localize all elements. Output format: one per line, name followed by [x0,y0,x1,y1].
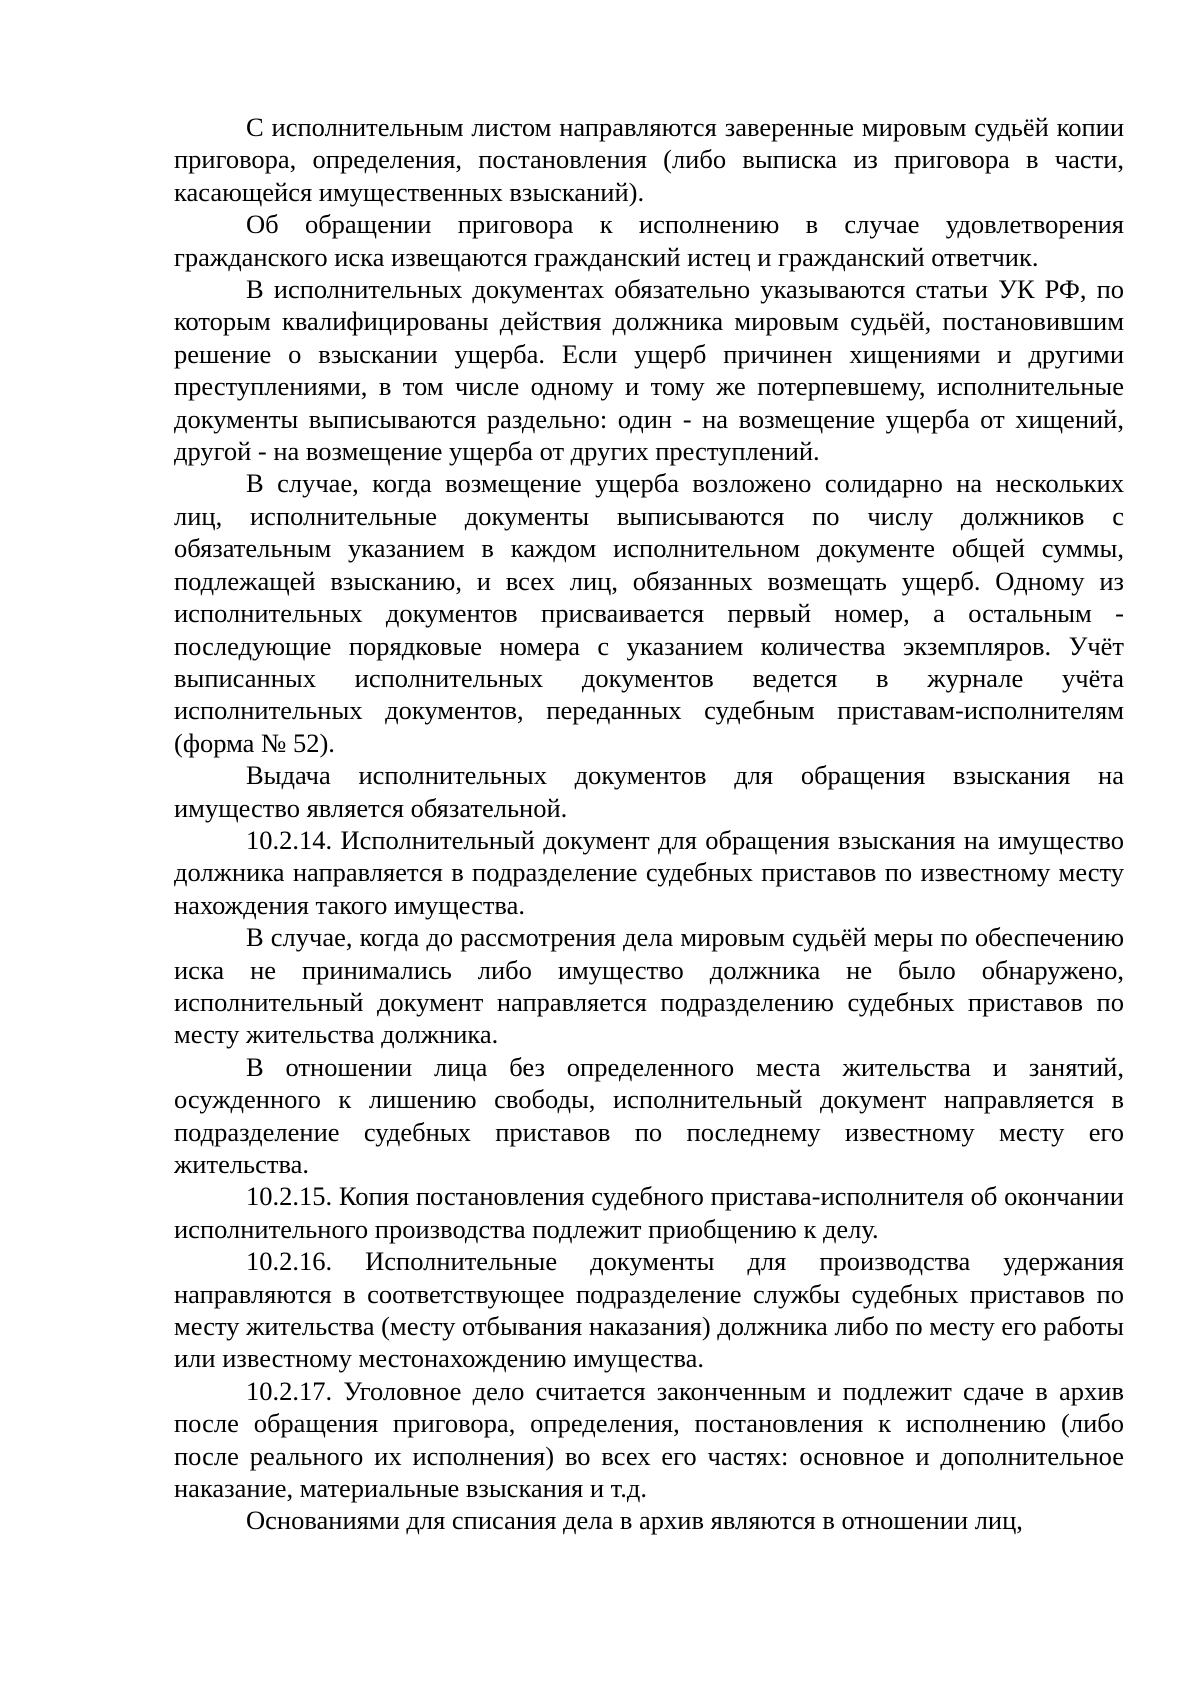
paragraph-no-fixed-residence: В отношении лица без определенного места жительства и занятий, осужденного к лишению свободы, исполнительный документ направляется в подразделение судебных приставов по последнему известному месту его жительства. [174,1051,1124,1179]
paragraph-civil-claim-notice: Об обращении приговора к исполнению в случае удовлетворения гражданского иска извещаются гражданский истец и гражданский ответчик. [174,209,1124,272]
paragraph-writ-copies: С исполнительным листом направляются заверенные мировым судьёй копии приговора, определения, постановления (либо выписка из приговора в части, касающейся имущественных взысканий). [174,112,1124,207]
paragraph-mandatory-issue: Выдача исполнительных документов для обращения взыскания на имущество является обязательной. [174,760,1124,823]
paragraph-joint-liability: В случае, когда возмещение ущерба возложено солидарно на нескольких лиц, исполнительные документы выписываются по числу должников с обязательным указанием в каждом исполнительном документе общей суммы, подлежащей взысканию, и всех лиц, обязанных возмещать ущерб. Одному из исполнительных документов присваивается первый номер, а остальным - последующие порядковые номера с указанием количества экземпляров. Учёт выписанных исполнительных документов ведется в журнале учёта исполнительных документов, переданных судебным приставам-исполнителям (форма № 52). [174,468,1124,758]
paragraph-criminal-code-articles: В исполнительных документах обязательно указываются статьи УК РФ, по которым квалифицированы действия должника мировым судьёй, постановившим решение о взыскании ущерба. Если ущерб причинен хищениями и другими преступлениями, в том числе одному и тому же потерпевшему, исполнительные документы выписываются раздельно: один - на возмещение ущерба от хищений, другой - на возмещение ущерба от других преступлений. [174,274,1124,467]
paragraph-10-2-15: 10.2.15. Копия постановления судебного пристава-исполнителя об окончании исполнительного производства подлежит приобщению к делу. [174,1181,1124,1244]
paragraph-10-2-16: 10.2.16. Исполнительные документы для производства удержания направляются в соответствующее подразделение службы судебных приставов по месту жительства (месту отбывания наказания) должника либо по месту его работы или известному местонахождению имущества. [174,1246,1124,1374]
paragraph-no-security-measures: В случае, когда до рассмотрения дела мировым судьёй меры по обеспечению иска не принимались либо имущество должника не было обнаружено, исполнительный документ направляется подразделению судебных приставов по месту жительства должника. [174,922,1124,1050]
document-page [174,111,1124,1537]
paragraph-10-2-14: 10.2.14. Исполнительный документ для обращения взыскания на имущество должника направляется в подразделение судебных приставов по известному месту нахождения такого имущества. [174,824,1124,920]
paragraph-archive-grounds: Основаниями для списания дела в архив являются в отношении лиц, [246,1505,1023,1536]
paragraph-10-2-17: 10.2.17. Уголовное дело считается законченным и подлежит сдаче в архив после обращения приговора, определения, постановления к исполнению (либо после реального их исполнения) во всех его частях: основное и дополнительное наказание, материальные взыскания и т.д. [174,1375,1124,1504]
